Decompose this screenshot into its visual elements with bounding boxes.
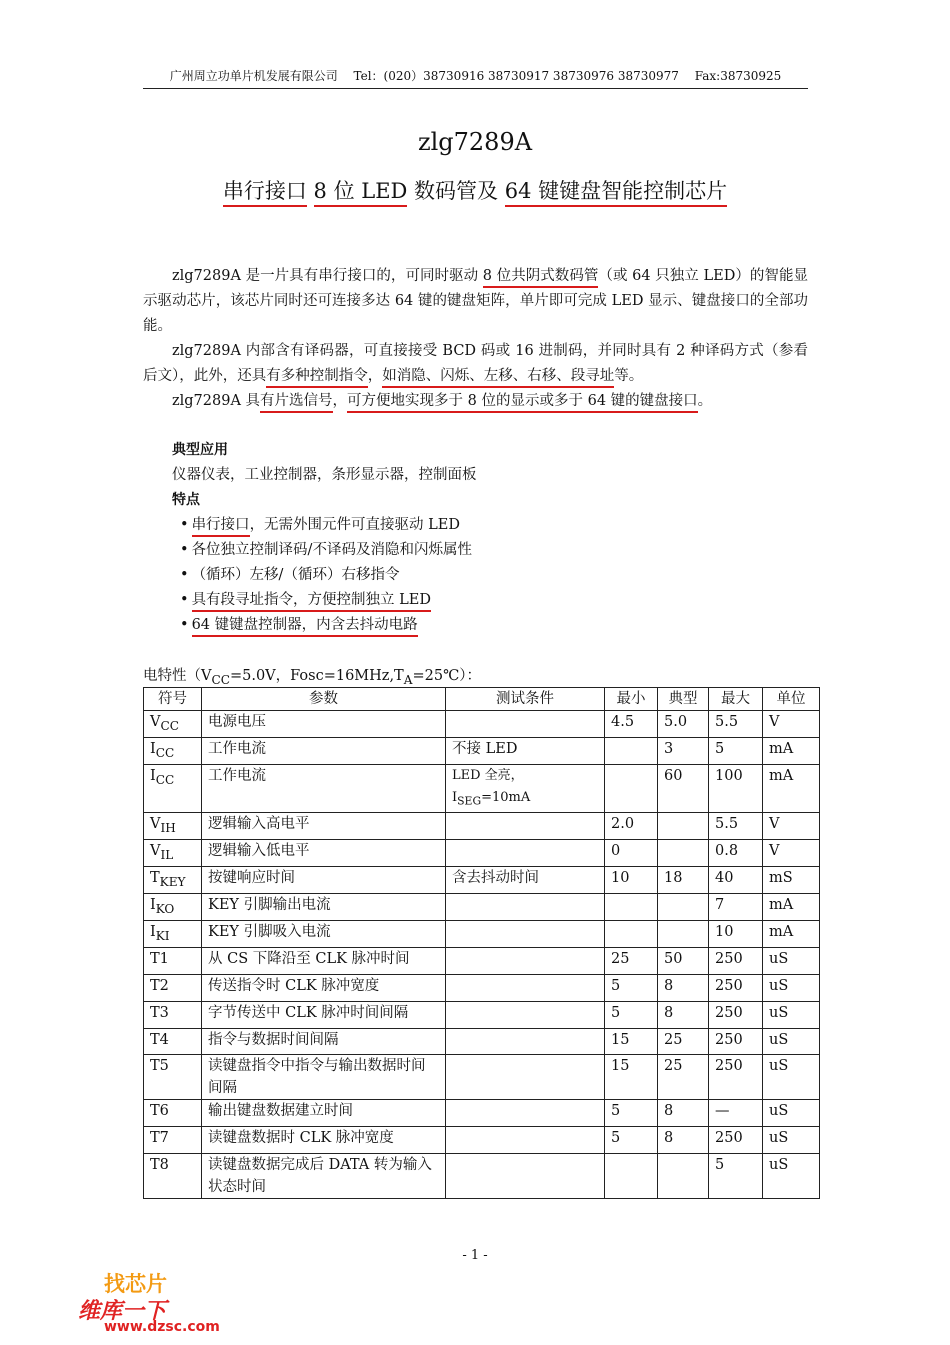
cell-unit: uS bbox=[763, 1100, 820, 1127]
cell-max: 250 bbox=[709, 1001, 763, 1028]
cell-min: 5 bbox=[605, 1100, 658, 1127]
cell-typ: 8 bbox=[658, 1127, 709, 1154]
cell-typ: 25 bbox=[658, 1028, 709, 1055]
cell-unit: mS bbox=[763, 867, 820, 894]
cell-min: 4.5 bbox=[605, 711, 658, 738]
cell-typ: 18 bbox=[658, 867, 709, 894]
cell-min: 15 bbox=[605, 1055, 658, 1100]
feature-item: • 串行接口，无需外围元件可直接驱动 LED bbox=[180, 513, 812, 538]
introduction bbox=[143, 264, 808, 414]
cell-condition bbox=[446, 840, 605, 867]
cell-symbol: T1 bbox=[144, 947, 202, 974]
cell-max: 5 bbox=[709, 737, 763, 764]
subtitle-underlined-3: 64 键键盘智能控制芯片 bbox=[505, 179, 727, 207]
cell-parameter: 读键盘数据时 CLK 脉冲宽度 bbox=[202, 1127, 446, 1154]
cell-condition bbox=[446, 1055, 605, 1100]
features-heading: 特点 bbox=[172, 492, 200, 508]
cell-symbol: $V_{IL}$ bbox=[144, 840, 202, 867]
table-row bbox=[144, 947, 820, 974]
cell-unit: uS bbox=[763, 1028, 820, 1055]
cell-min: 0 bbox=[605, 840, 658, 867]
cell-max: 10 bbox=[709, 920, 763, 947]
cell-max: 250 bbox=[709, 1055, 763, 1100]
intro-paragraph-3: zlg7289A 具有片选信号，可方便地实现多于 8 位的显示或多于 64 键的键盘接口。 bbox=[143, 389, 808, 414]
cell-max: — bbox=[709, 1100, 763, 1127]
cell-typ bbox=[658, 1154, 709, 1199]
cell-max: 5.5 bbox=[709, 813, 763, 840]
applications-heading: 典型应用 bbox=[172, 442, 228, 458]
cell-typ: 5.0 bbox=[658, 711, 709, 738]
cell-max: 5.5 bbox=[709, 711, 763, 738]
cell-max: 100 bbox=[709, 764, 763, 813]
cell-typ: 50 bbox=[658, 947, 709, 974]
feature-item: • 具有段寻址指令，方便控制独立 LED bbox=[180, 588, 812, 613]
spec-header-row bbox=[144, 688, 820, 711]
cell-unit: mA bbox=[763, 894, 820, 921]
col-unit: 单位 bbox=[763, 688, 820, 711]
cell-max: 5 bbox=[709, 1154, 763, 1199]
spec-title: 电特性（$V_{CC}=5.0V$，$Fosc=16MHz,T_A=25℃$）： bbox=[143, 668, 482, 687]
cell-symbol: T5 bbox=[144, 1055, 202, 1100]
cell-condition: 不接 LED bbox=[446, 737, 605, 764]
col-condition: 测试条件 bbox=[446, 688, 605, 711]
cell-max: 250 bbox=[709, 947, 763, 974]
cell-max: 40 bbox=[709, 867, 763, 894]
table-row bbox=[144, 711, 820, 738]
cell-condition bbox=[446, 894, 605, 921]
feature-item: • 64 键键盘控制器，内含去抖动电路 bbox=[180, 613, 812, 638]
table-row bbox=[144, 813, 820, 840]
cell-typ: 8 bbox=[658, 1100, 709, 1127]
cell-symbol: T8 bbox=[144, 1154, 202, 1199]
cell-unit: uS bbox=[763, 1127, 820, 1154]
cell-typ: 3 bbox=[658, 737, 709, 764]
cell-max: 250 bbox=[709, 1028, 763, 1055]
col-parameter: 参数 bbox=[202, 688, 446, 711]
cell-parameter: 读键盘数据完成后 DATA 转为输入状态时间 bbox=[202, 1154, 446, 1199]
features-list bbox=[172, 513, 812, 638]
col-typ: 典型 bbox=[658, 688, 709, 711]
spec-body bbox=[144, 711, 820, 1199]
cell-condition bbox=[446, 711, 605, 738]
logo-line-1: 找芯片 bbox=[104, 1272, 167, 1296]
col-min: 最小 bbox=[605, 688, 658, 711]
cell-symbol: $I_{CC}$ bbox=[144, 737, 202, 764]
cell-unit: mA bbox=[763, 737, 820, 764]
cell-symbol: $V_{IH}$ bbox=[144, 813, 202, 840]
table-row bbox=[144, 1100, 820, 1127]
subtitle-underlined-1: 串行接口 bbox=[223, 179, 307, 207]
cell-unit: mA bbox=[763, 764, 820, 813]
logo-line-2: 维库一下 bbox=[78, 1299, 167, 1324]
cell-parameter: 工作电流 bbox=[202, 737, 446, 764]
feature-item: • （循环）左移/（循环）右移指令 bbox=[180, 567, 400, 583]
cell-max: 250 bbox=[709, 974, 763, 1001]
cell-symbol: T2 bbox=[144, 974, 202, 1001]
cell-condition: LED 全亮，$I_{SEG}=10mA$ bbox=[446, 764, 605, 813]
cell-parameter: 从 CS 下降沿至 CLK 脉冲时间 bbox=[202, 947, 446, 974]
cell-min: 15 bbox=[605, 1028, 658, 1055]
cell-min: 5 bbox=[605, 974, 658, 1001]
cell-symbol: T4 bbox=[144, 1028, 202, 1055]
cell-symbol: T6 bbox=[144, 1100, 202, 1127]
cell-min bbox=[605, 1154, 658, 1199]
document-title: zlg7289A bbox=[417, 128, 533, 156]
page-header bbox=[143, 66, 808, 89]
cell-min: 10 bbox=[605, 867, 658, 894]
document-subtitle: 串行接口 8 位 LED 数码管及 64 键键盘智能控制芯片 bbox=[0, 175, 950, 205]
table-row bbox=[144, 920, 820, 947]
cell-max: 7 bbox=[709, 894, 763, 921]
cell-symbol: $I_{KI}$ bbox=[144, 920, 202, 947]
cell-min bbox=[605, 764, 658, 813]
cell-condition bbox=[446, 974, 605, 1001]
cell-unit: uS bbox=[763, 1055, 820, 1100]
cell-condition bbox=[446, 1001, 605, 1028]
cell-condition bbox=[446, 1100, 605, 1127]
cell-condition bbox=[446, 920, 605, 947]
table-row bbox=[144, 1028, 820, 1055]
table-row bbox=[144, 894, 820, 921]
table-row bbox=[144, 840, 820, 867]
table-row bbox=[144, 1154, 820, 1199]
cell-min bbox=[605, 737, 658, 764]
intro-paragraph-2: zlg7289A 内部含有译码器，可直接接受 BCD 码或 16 进制码，并同时具有 2 种译码方式（参看后文），此外，还具有多种控制指令，如消隐、闪烁、左移、右移、段寻址等。 bbox=[143, 339, 808, 389]
cell-unit: uS bbox=[763, 1001, 820, 1028]
table-row bbox=[144, 867, 820, 894]
table-row bbox=[144, 1001, 820, 1028]
cell-symbol: T7 bbox=[144, 1127, 202, 1154]
cell-min bbox=[605, 894, 658, 921]
cell-symbol: $I_{KO}$ bbox=[144, 894, 202, 921]
cell-parameter: KEY 引脚输出电流 bbox=[202, 894, 446, 921]
cell-parameter: 字节传送中 CLK 脉冲时间间隔 bbox=[202, 1001, 446, 1028]
logo-url: www.dzsc.com bbox=[104, 1319, 220, 1335]
table-row bbox=[144, 1127, 820, 1154]
cell-condition bbox=[446, 1154, 605, 1199]
cell-max: 250 bbox=[709, 1127, 763, 1154]
cell-parameter: 按键响应时间 bbox=[202, 867, 446, 894]
company-name: 广州周立功单片机发展有限公司 bbox=[169, 69, 338, 83]
cell-typ: 8 bbox=[658, 1001, 709, 1028]
col-symbol: 符号 bbox=[144, 688, 202, 711]
cell-parameter: 电源电压 bbox=[202, 711, 446, 738]
cell-unit: uS bbox=[763, 947, 820, 974]
cell-symbol: T3 bbox=[144, 1001, 202, 1028]
cell-parameter: 指令与数据时间间隔 bbox=[202, 1028, 446, 1055]
cell-unit: mA bbox=[763, 920, 820, 947]
cell-typ bbox=[658, 920, 709, 947]
cell-typ bbox=[658, 813, 709, 840]
fax: Fax:38730925 bbox=[694, 69, 782, 83]
cell-parameter: 工作电流 bbox=[202, 764, 446, 813]
cell-condition bbox=[446, 947, 605, 974]
cell-typ bbox=[658, 894, 709, 921]
cell-typ bbox=[658, 840, 709, 867]
cell-parameter: 逻辑输入低电平 bbox=[202, 840, 446, 867]
cell-min: 2.0 bbox=[605, 813, 658, 840]
cell-condition bbox=[446, 1127, 605, 1154]
table-row bbox=[144, 1055, 820, 1100]
cell-min: 5 bbox=[605, 1127, 658, 1154]
telephone: Tel：(020）38730916 38730917 38730976 38730977 bbox=[353, 69, 679, 83]
subtitle-underlined-2: 8 位 LED bbox=[314, 179, 408, 207]
cell-typ: 8 bbox=[658, 974, 709, 1001]
table-row bbox=[144, 764, 820, 813]
cell-unit: V bbox=[763, 840, 820, 867]
applications-text: 仪器仪表，工业控制器，条形显示器，控制面板 bbox=[172, 467, 477, 483]
cell-condition bbox=[446, 813, 605, 840]
cell-symbol: $I_{CC}$ bbox=[144, 764, 202, 813]
cell-symbol: $T_{KEY}$ bbox=[144, 867, 202, 894]
cell-min: 5 bbox=[605, 1001, 658, 1028]
cell-parameter: 读键盘指令中指令与输出数据时间间隔 bbox=[202, 1055, 446, 1100]
cell-parameter: 逻辑输入高电平 bbox=[202, 813, 446, 840]
col-max: 最大 bbox=[709, 688, 763, 711]
cell-parameter: 传送指令时 CLK 脉冲宽度 bbox=[202, 974, 446, 1001]
cell-symbol: $V_{CC}$ bbox=[144, 711, 202, 738]
cell-condition bbox=[446, 1028, 605, 1055]
cell-typ: 25 bbox=[658, 1055, 709, 1100]
intro-paragraph-1: zlg7289A 是一片具有串行接口的，可同时驱动 8 位共阴式数码管（或 64 只独立 LED）的智能显示驱动芯片，该芯片同时还可连接多达 64 键的键盘矩阵，单片即可完成 LED 显示、键盘接口的全部功能。 bbox=[143, 268, 808, 334]
cell-unit: V bbox=[763, 813, 820, 840]
cell-unit: V bbox=[763, 711, 820, 738]
cell-min bbox=[605, 920, 658, 947]
cell-parameter: 输出键盘数据建立时间 bbox=[202, 1100, 446, 1127]
table-row bbox=[144, 737, 820, 764]
applications-section bbox=[172, 438, 812, 638]
cell-parameter: KEY 引脚吸入电流 bbox=[202, 920, 446, 947]
cell-typ: 60 bbox=[658, 764, 709, 813]
feature-item: • 各位独立控制译码/不译码及消隐和闪烁属性 bbox=[180, 542, 472, 558]
table-row bbox=[144, 974, 820, 1001]
cell-min: 25 bbox=[605, 947, 658, 974]
cell-unit: uS bbox=[763, 974, 820, 1001]
spec-table bbox=[143, 687, 820, 1199]
cell-unit: uS bbox=[763, 1154, 820, 1199]
site-logo bbox=[76, 1268, 266, 1340]
page-number: - 1 - bbox=[462, 1248, 488, 1263]
cell-condition: 含去抖动时间 bbox=[446, 867, 605, 894]
cell-max: 0.8 bbox=[709, 840, 763, 867]
